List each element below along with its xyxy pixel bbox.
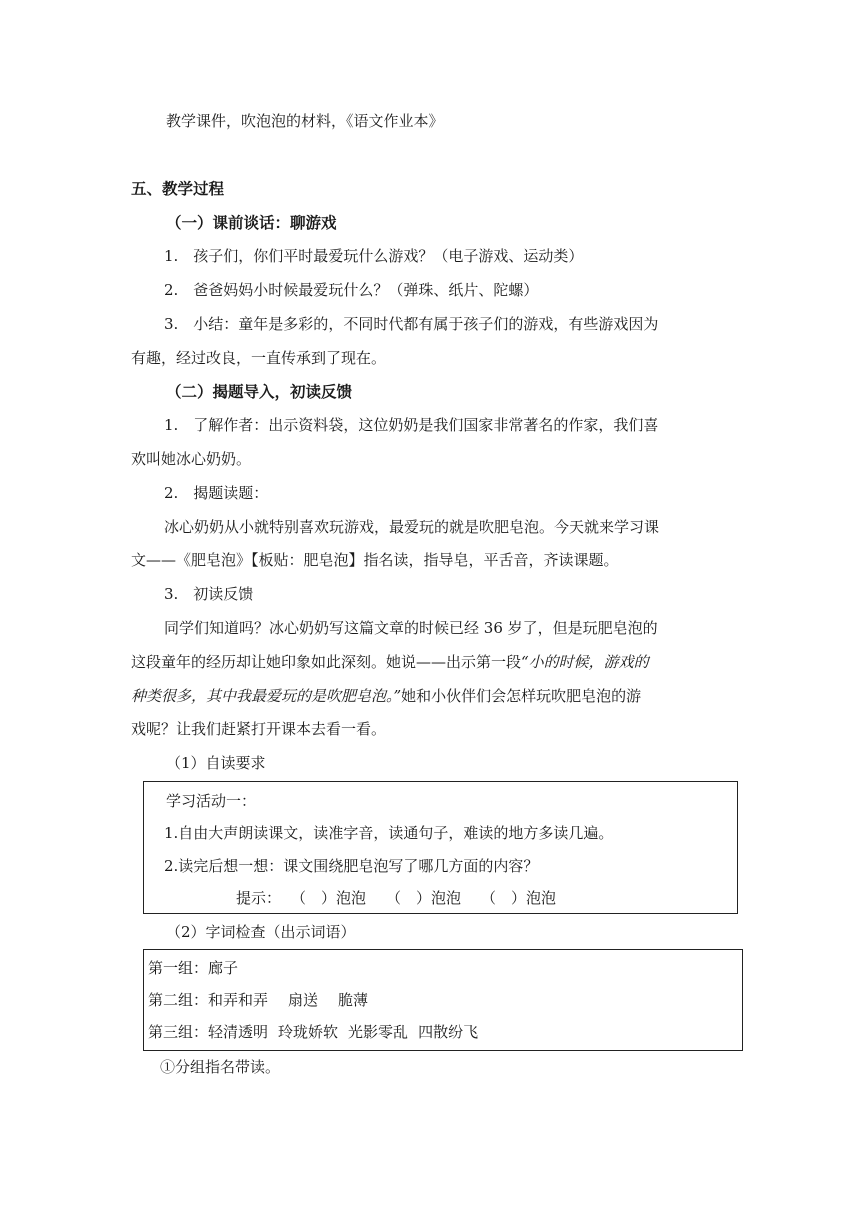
word: 玲珑娇软 [278,1023,339,1041]
part2-item2: 2. 揭题读题： [164,484,269,502]
para-text: 她和小伙伴们会怎样玩吹肥皂泡的游 [401,687,642,705]
part2-item3-para-line4: 戏呢？让我们赶紧打开课本去看一看。 [131,720,387,738]
hint-label: 提示： [236,889,282,907]
group-label: 第二组： [148,991,209,1009]
word-group-3 [148,1021,478,1043]
hint-blank-2: （ ）泡泡 [386,889,462,907]
part1-item3-line1: 3. 小结：童年是多彩的，不同时代都有属于孩子们的游戏，有些游戏因为 [164,315,659,333]
sub1-heading: （1）自读要求 [166,754,266,772]
word-group-1 [148,957,238,979]
quoted-text: “小的时候，游戏的 [521,653,649,671]
hint-blank-3: （ ）泡泡 [481,889,557,907]
group-label: 第一组： [148,959,209,977]
word: 扇送 [288,991,319,1009]
activity-title: 学习活动一： [166,792,257,810]
reading-note: ①分组指名带读。 [160,1058,281,1076]
part2-item1-line1: 1. 了解作者：出示资料袋，这位奶奶是我们国家非常著名的作家，我们喜 [164,416,659,434]
group-label: 第三组： [148,1023,209,1041]
part2-item2-para-line2: 文——《肥皂泡》【板贴：肥皂泡】指名读，指导皂，平舌音，齐读课题。 [131,551,619,569]
part2-heading: （二）揭题导入，初读反馈 [166,382,353,401]
para-text: 这段童年的经历却让她印象如此深刻。她说——出示第一段 [131,653,522,671]
sub2-heading: （2）字词检查（出示词语） [166,923,356,941]
part2-item3-para-line1: 同学们知道吗？冰心奶奶写这篇文章的时候已经 36 岁了，但是玩肥皂泡的 [164,619,658,637]
hint-blank-1: （ ）泡泡 [291,889,367,907]
part2-item3-para-line2 [131,651,649,673]
part2-item3-para-line3 [131,685,641,707]
materials-line: 教学课件，吹泡泡的材料，《语文作业本》 [166,112,444,130]
activity-line1: 1.自由大声朗读课文，读准字音，读通句子，难读的地方多读几遍。 [164,824,614,842]
quoted-text: 种类很多，其中我最爱玩的是吹肥皂泡。” [131,687,402,705]
word-group-2 [148,989,368,1011]
word: 脆薄 [338,991,369,1009]
word: 四散纷飞 [418,1023,479,1041]
part2-item3: 3. 初读反馈 [164,585,254,603]
section-heading: 五、教学过程 [131,179,225,198]
hint-line [236,887,556,909]
word: 光影零乱 [348,1023,409,1041]
part1-heading: （一）课前谈话：聊游戏 [166,213,337,232]
part1-item3-line2: 有趣，经过改良，一直传承到了现在。 [131,349,387,367]
word: 和弄和弄 [208,991,269,1009]
part2-item1-line2: 欢叫她冰心奶奶。 [131,450,252,468]
part2-item2-para-line1: 冰心奶奶从小就特别喜欢玩游戏，最爱玩的就是吹肥皂泡。今天就来学习课 [164,518,660,536]
part1-item1: 1. 孩子们，你们平时最爱玩什么游戏？（电子游戏、运动类） [164,247,584,265]
word: 轻清透明 [208,1023,269,1041]
part1-item2: 2. 爸爸妈妈小时候最爱玩什么？（弹珠、纸片、陀螺） [164,281,539,299]
word: 廊子 [208,959,239,977]
activity-line2: 2.读完后想一想：课文围绕肥皂泡写了哪几方面的内容？ [164,857,539,875]
